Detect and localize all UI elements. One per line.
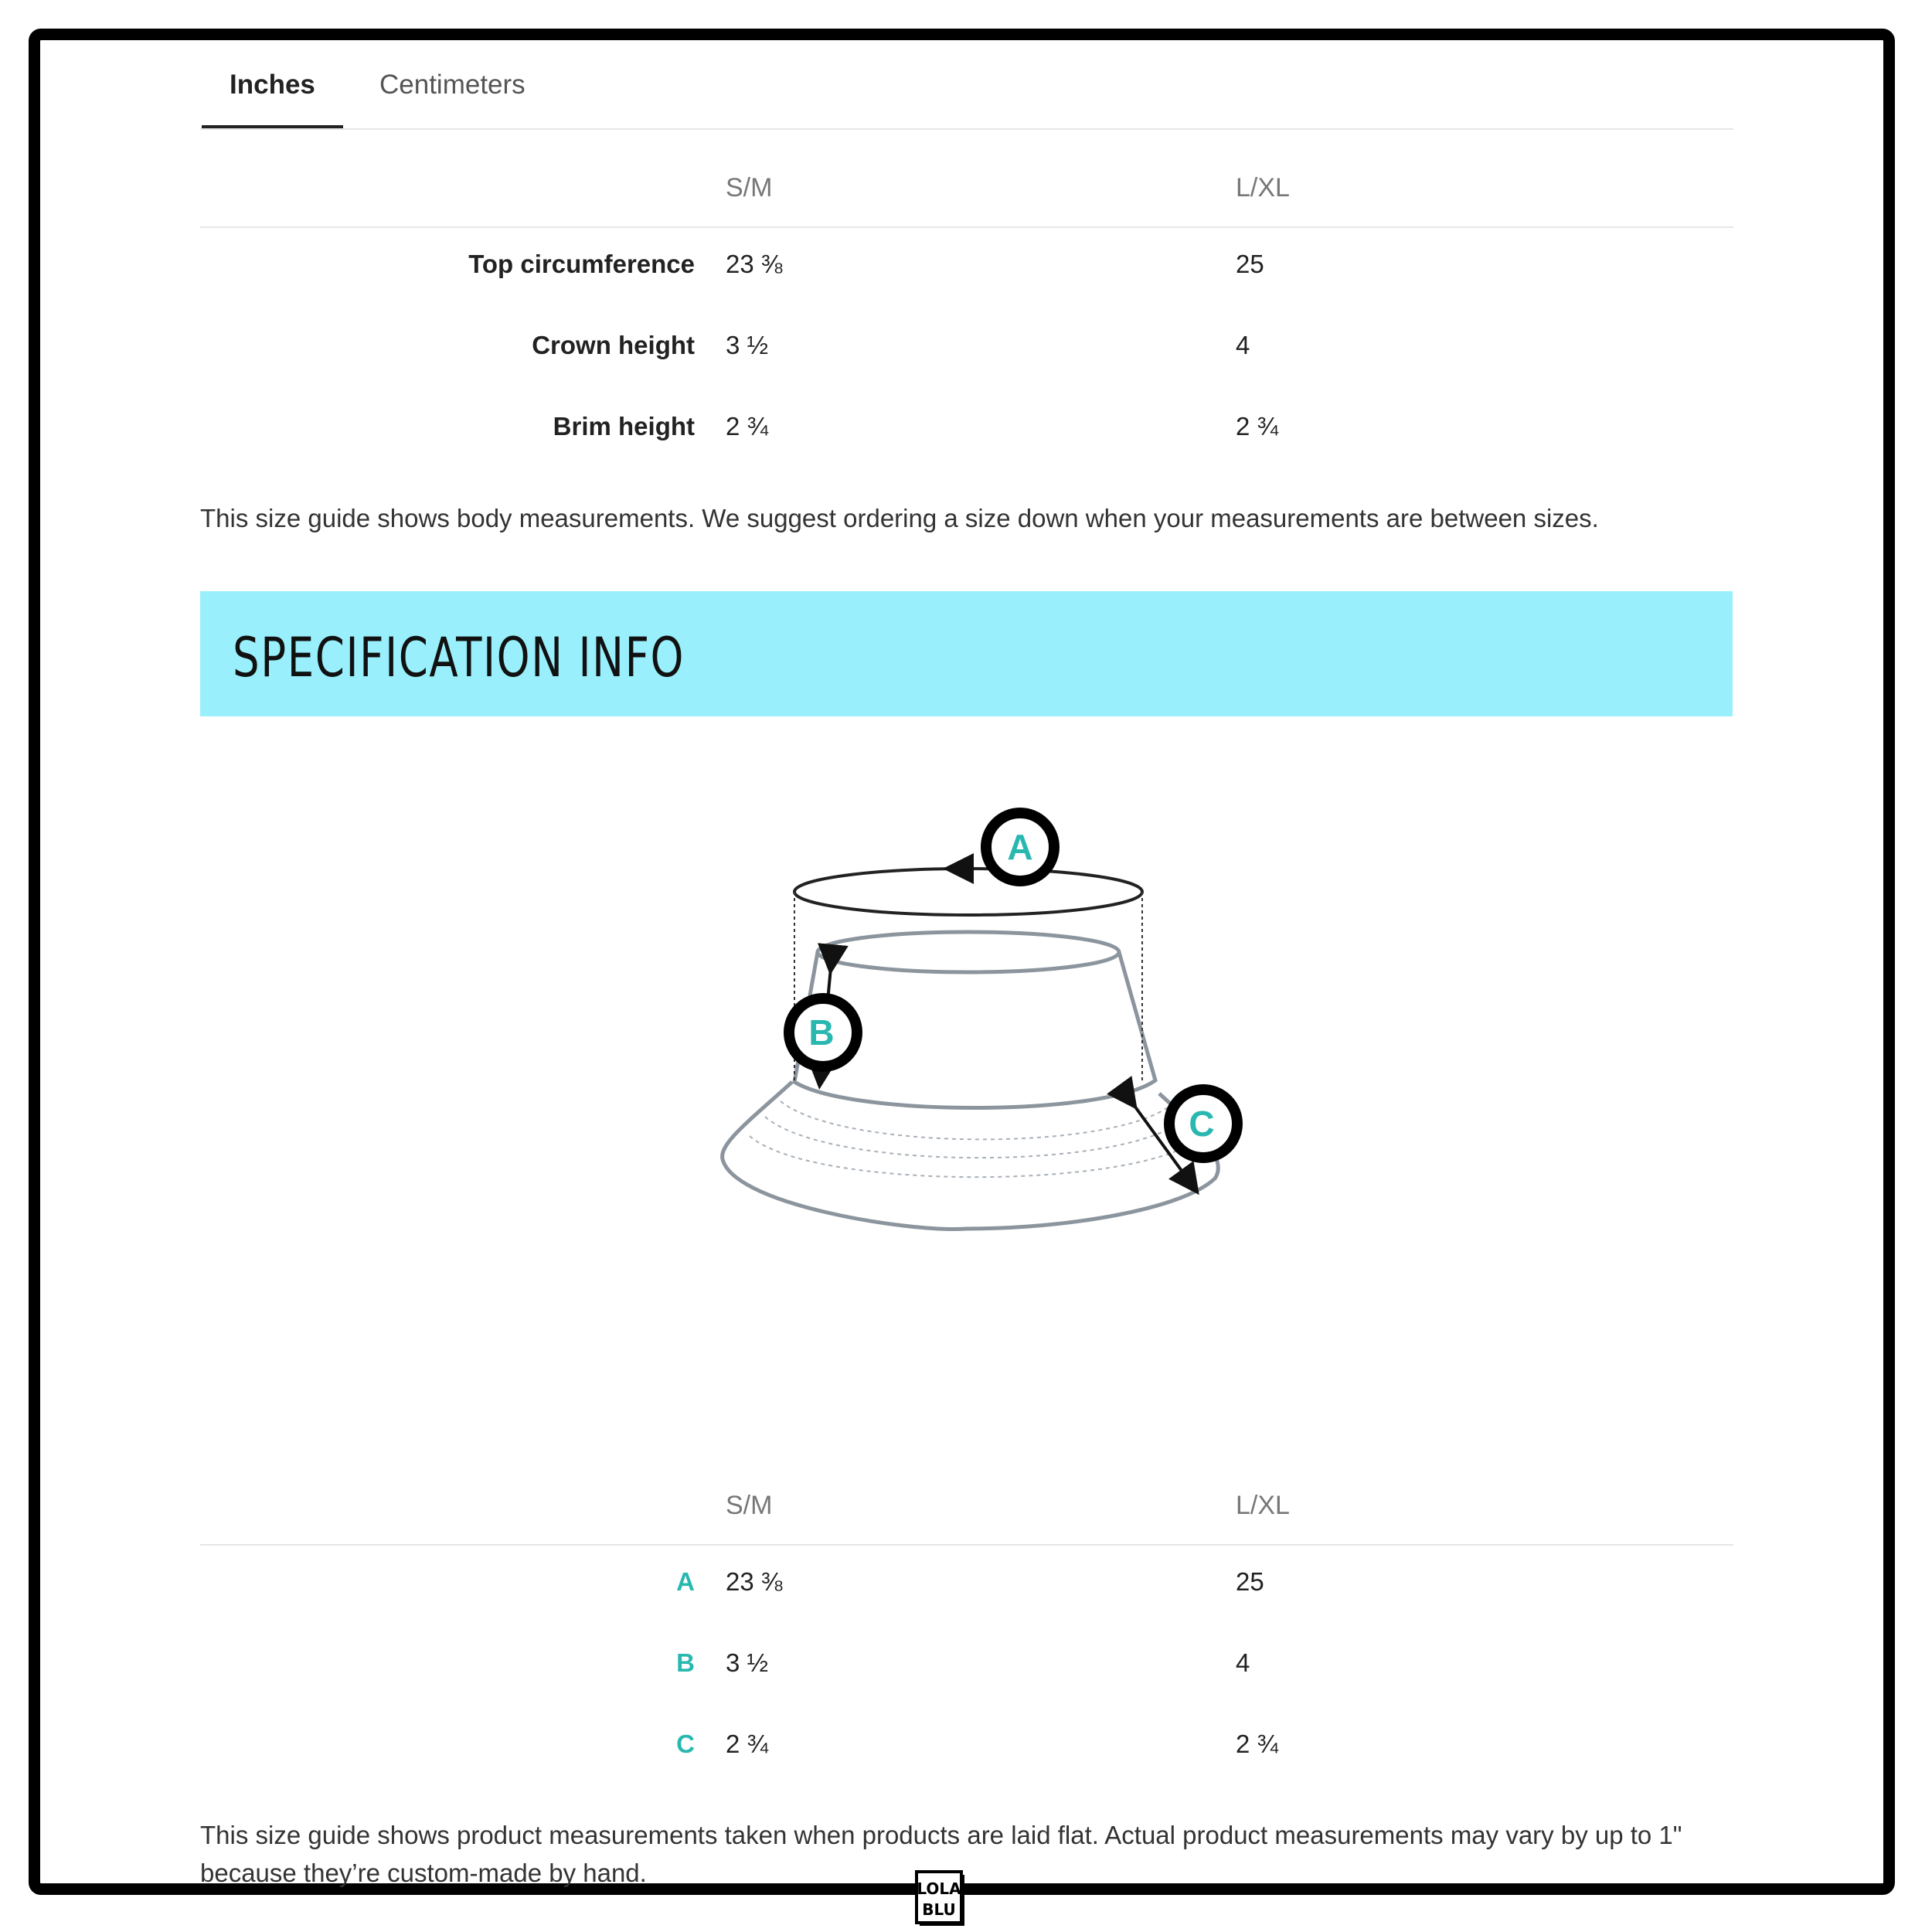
svg-text:BLU: BLU xyxy=(922,1900,956,1919)
unit-tabs xyxy=(200,54,1733,130)
table-cell: 2 ¾ xyxy=(1236,1730,1279,1758)
size-table xyxy=(200,130,1733,471)
table-cell: 2 ¾ xyxy=(1236,412,1279,440)
table-cell: 25 xyxy=(1236,1567,1264,1596)
row-label: A xyxy=(676,1567,695,1596)
table-row xyxy=(200,228,1733,309)
table-cell: 25 xyxy=(1236,250,1264,278)
marker-a xyxy=(986,813,1054,881)
marker-c xyxy=(1169,1090,1237,1158)
column-header-sm: S/M xyxy=(726,1491,773,1520)
table-row xyxy=(200,390,1733,471)
table-row xyxy=(200,1708,1733,1789)
table-row xyxy=(200,309,1733,390)
svg-text:A: A xyxy=(1007,827,1033,867)
marker-b xyxy=(789,998,857,1066)
table-cell: 4 xyxy=(1236,331,1250,359)
top-circumference-guide xyxy=(794,869,1142,915)
column-header-lxl: L/XL xyxy=(1236,1491,1290,1520)
svg-text:LOLA: LOLA xyxy=(917,1879,961,1898)
active-tab-indicator xyxy=(202,125,343,128)
tab-centimeters[interactable]: Centimeters xyxy=(379,70,526,100)
table-cell: 3 ½ xyxy=(726,1648,769,1677)
bucket-hat-diagram xyxy=(696,788,1283,1267)
spec-table xyxy=(200,1447,1733,1789)
table-row xyxy=(200,1546,1733,1627)
row-label: C xyxy=(676,1730,695,1758)
banner-title: SPECIFICATION INFO xyxy=(233,626,685,689)
product-measurements-note: This size guide shows product measurements taken when products are laid flat. Actual product measurements may vary by up to 1" because they’re custom-made by hand. xyxy=(200,1821,1682,1887)
row-label: Top circumference xyxy=(468,250,695,278)
table-cell: 2 ¾ xyxy=(726,412,769,440)
table-header xyxy=(200,1447,1733,1546)
body-measurements-note: This size guide shows body measurements. We suggest ordering a size down when your measurements are between sizes. xyxy=(200,504,1599,532)
table-cell: 3 ½ xyxy=(726,331,769,359)
svg-text:C: C xyxy=(1189,1104,1215,1144)
table-row xyxy=(200,1627,1733,1708)
tab-inches[interactable]: Inches xyxy=(230,70,315,100)
row-label: Crown height xyxy=(532,331,695,359)
table-header xyxy=(200,130,1733,228)
column-header-lxl: L/XL xyxy=(1236,173,1290,202)
lolablu-logo xyxy=(915,1870,968,1929)
table-cell: 23 ⅜ xyxy=(726,250,783,278)
row-label: Brim height xyxy=(553,412,695,440)
table-cell: 2 ¾ xyxy=(726,1730,769,1758)
hat-top xyxy=(818,932,1119,972)
specification-banner xyxy=(200,591,1733,716)
column-header-sm: S/M xyxy=(726,173,773,202)
svg-text:B: B xyxy=(808,1012,835,1053)
table-cell: 4 xyxy=(1236,1648,1250,1677)
table-cell: 23 ⅜ xyxy=(726,1567,783,1596)
row-label: B xyxy=(676,1648,695,1677)
